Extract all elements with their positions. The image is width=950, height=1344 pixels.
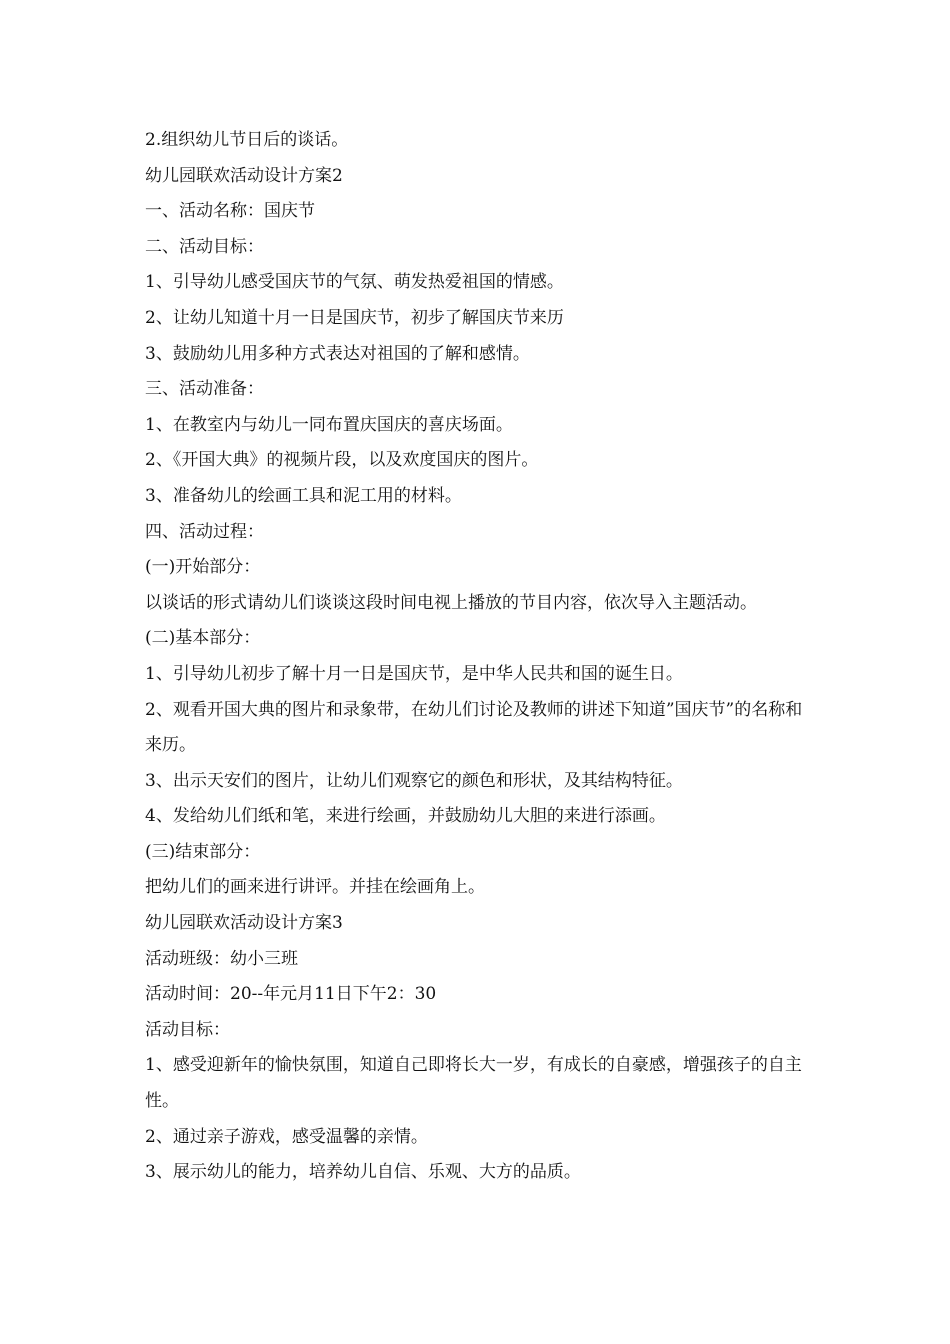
process-item-1: 1、引导幼儿初步了解十月一日是国庆节，是中华人民共和国的诞生日。: [145, 663, 683, 684]
process-item-2: 2、观看开国大典的图片和录象带，在幼儿们讨论及教师的讲述下知道”国庆节”的名称和来历。: [145, 699, 803, 756]
goal-item-2: 2、让幼儿知道十月一日是国庆节，初步了解国庆节来历: [145, 307, 564, 328]
subheading-opening: (一)开始部分：: [145, 557, 261, 578]
process-item-3: 3、出示天安们的图片，让幼儿们观察它的颜色和形状，及其结构特征。: [145, 770, 683, 791]
heading-activity-preparation: 三、活动准备：: [145, 379, 264, 400]
heading-activity-process: 四、活动过程：: [145, 521, 264, 542]
goal3-item-1: 1、感受迎新年的愉快氛围，知道自己即将长大一岁，有成长的自豪感，增强孩子的自主性。: [145, 1055, 802, 1112]
heading-activity-goals: 二、活动目标：: [145, 236, 264, 257]
goal3-item-2: 2、通过亲子游戏，感受温馨的亲情。: [145, 1126, 428, 1147]
subheading-basic: (二)基本部分：: [145, 628, 261, 649]
subheading-ending: (三)结束部分：: [145, 841, 261, 862]
goal3-item-3: 3、展示幼儿的能力，培养幼儿自信、乐观、大方的品质。: [145, 1162, 581, 1183]
preparation-item-1: 1、在教室内与幼儿一同布置庆国庆的喜庆场面。: [145, 414, 513, 435]
preparation-item-3: 3、准备幼儿的绘画工具和泥工用的材料。: [145, 485, 462, 506]
paragraph-activity-name: 一、活动名称：国庆节: [145, 201, 315, 222]
paragraph-closing-talk: 2.组织幼儿节日后的谈话。: [145, 130, 349, 150]
process-item-4: 4、发给幼儿们纸和笔，来进行绘画，并鼓励幼儿大胆的来进行添画。: [145, 806, 666, 827]
paragraph-activity-class: 活动班级：幼小三班: [145, 948, 298, 969]
document-body: [145, 123, 810, 1191]
preparation-item-2: 2、《开国大典》的视频片段，以及欢度国庆的图片。: [145, 450, 539, 471]
section-title-plan-3: 幼儿园联欢活动设计方案3: [145, 913, 343, 934]
goal-item-3: 3、鼓励幼儿用多种方式表达对祖国的了解和感情。: [145, 343, 530, 364]
goal-item-1: 1、引导幼儿感受国庆节的气氛、萌发热爱祖国的情感。: [145, 272, 564, 293]
section-title-plan-2: 幼儿园联欢活动设计方案2: [145, 165, 343, 186]
paragraph-activity-time: 活动时间：20--年元月11日下午2：30: [145, 984, 437, 1005]
paragraph-ending: 把幼儿们的画来进行讲评。并挂在绘画角上。: [145, 877, 485, 898]
paragraph-opening: 以谈话的形式请幼儿们谈谈这段时间电视上播放的节目内容，依次导入主题活动。: [145, 592, 757, 613]
heading-activity-goals-3: 活动目标：: [145, 1019, 230, 1040]
